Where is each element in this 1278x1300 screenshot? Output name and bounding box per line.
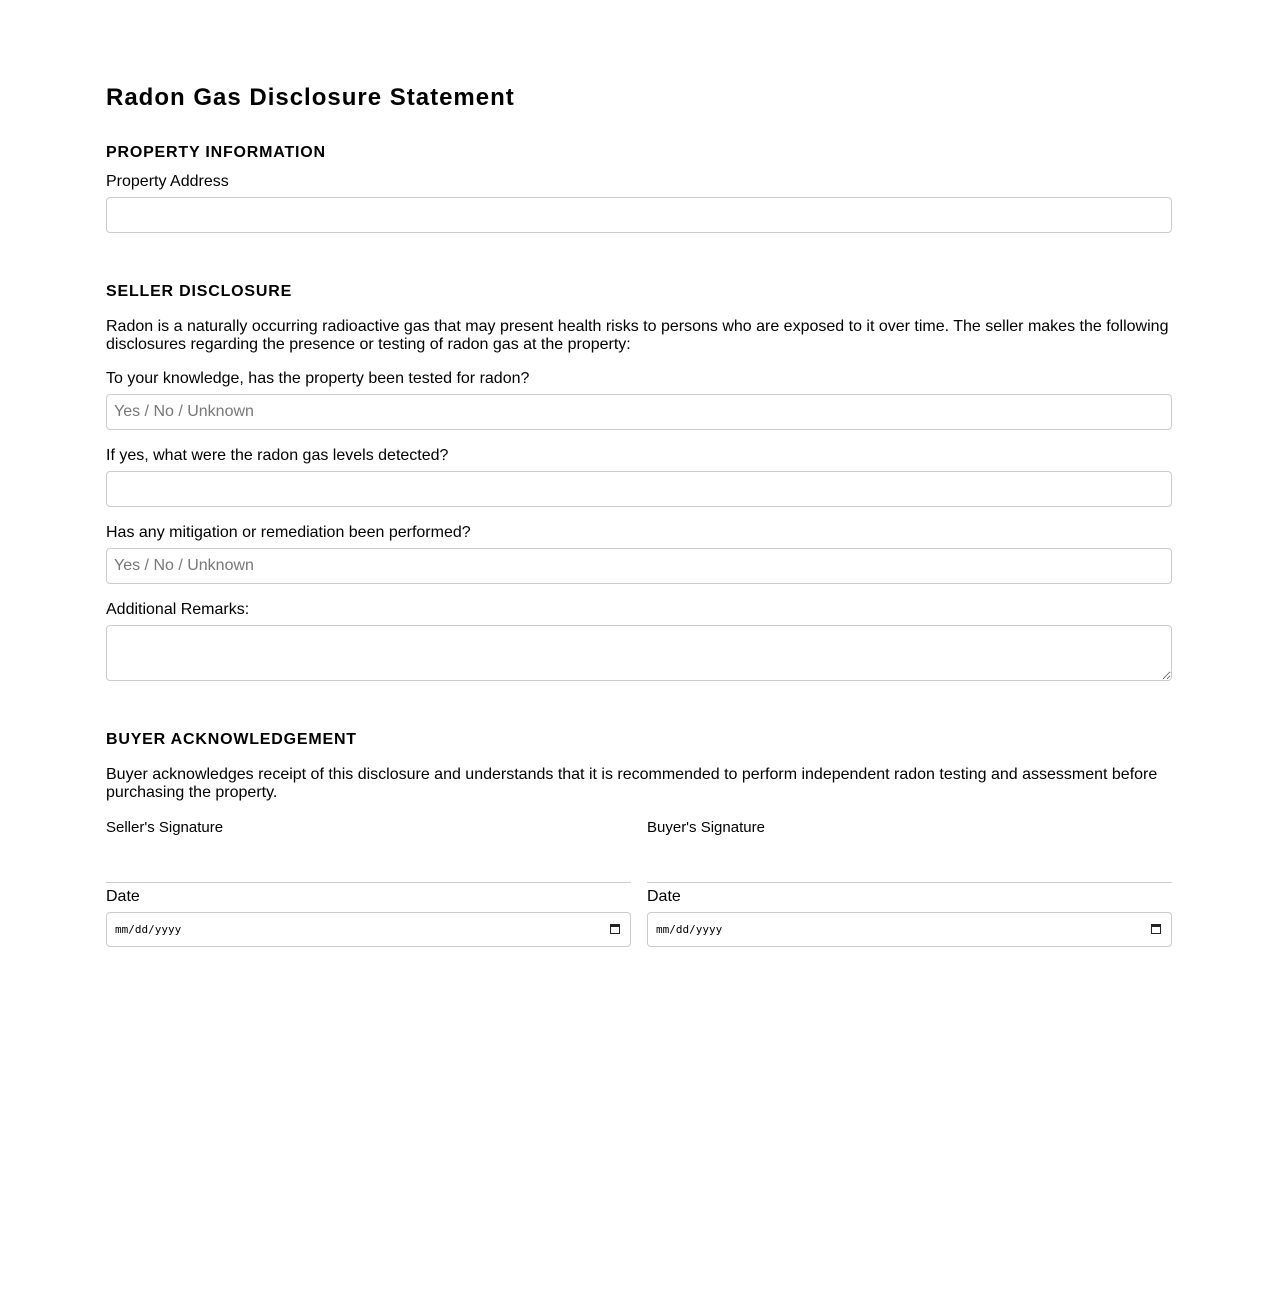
seller-signature-label: Seller's Signature [106, 819, 224, 836]
seller-signature-line[interactable] [106, 882, 631, 883]
property-address-input[interactable] [106, 197, 1172, 233]
radon-tested-label: To your knowledge, has the property been tested for radon? [106, 370, 530, 387]
property-address-label: Property Address [106, 173, 229, 190]
buyer-date-placeholder: mm/dd/yyyy [656, 923, 723, 936]
buyer-signature-line[interactable] [647, 882, 1172, 883]
mitigation-input[interactable] [106, 548, 1172, 584]
remarks-label: Additional Remarks: [106, 601, 250, 618]
page-title: Radon Gas Disclosure Statement [106, 84, 515, 111]
seller-date-placeholder: mm/dd/yyyy [115, 923, 182, 936]
seller-date-label: Date [106, 888, 140, 905]
radon-levels-label: If yes, what were the radon gas levels detected? [106, 447, 449, 464]
calendar-icon[interactable] [610, 924, 620, 934]
section-heading-property: PROPERTY INFORMATION [106, 144, 326, 161]
section-heading-buyer: BUYER ACKNOWLEDGEMENT [106, 731, 357, 748]
calendar-icon[interactable] [1151, 924, 1161, 934]
buyer-date-label: Date [647, 888, 681, 905]
radon-tested-input[interactable] [106, 394, 1172, 430]
mitigation-label: Has any mitigation or remediation been performed? [106, 524, 471, 541]
radon-levels-input[interactable] [106, 471, 1172, 507]
section-heading-seller: SELLER DISCLOSURE [106, 283, 293, 300]
remarks-textarea[interactable] [106, 625, 1172, 681]
seller-date-input[interactable] [106, 912, 631, 947]
buyer-acknowledgement-text: Buyer acknowledges receipt of this disclosure and understands that it is recommended to perform independent radon testing and assessment before purchasing the property. [106, 766, 1158, 801]
buyer-date-input[interactable] [647, 912, 1172, 947]
seller-intro-text: Radon is a naturally occurring radioactive gas that may present health risks to persons who are exposed to it over time. The seller makes the following disclosures regarding the presence or testing of radon gas at the property: [106, 318, 1169, 353]
buyer-signature-label: Buyer's Signature [647, 819, 765, 836]
